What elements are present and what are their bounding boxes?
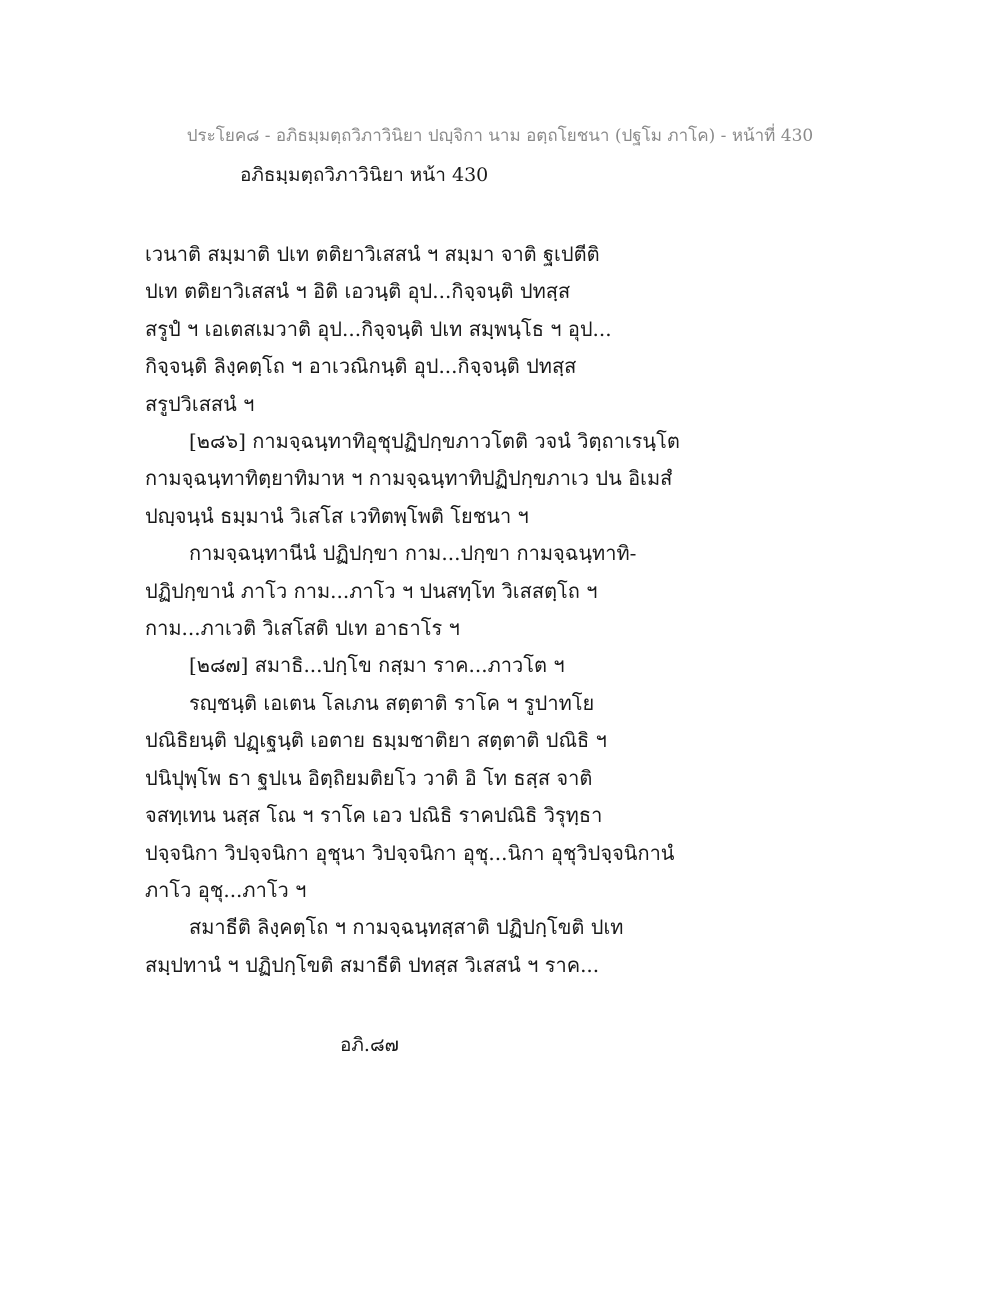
text-line: สรูปวิเสสนํ ฯ [145, 391, 255, 416]
text-line: สรูปํ ฯ เอเตสเมวาติ อุป...กิจฺจนฺติ ปเท สมฺพนฺโธ ฯ อุป... [145, 316, 612, 341]
page-footer-signature: อภิ.๘๗ [340, 1034, 399, 1056]
running-header: ประโยค๘ - อภิธมฺมตฺถวิภาวินิยา ปญฺจิกา นาม อตฺถโยชนา (ปฐโม ภาโค) - หน้าที่ 430 [186, 126, 814, 146]
text-line: กามจฺฉนฺทานีนํ ปฏิปกฺขา กาม...ปกฺขา กามจฺฉนฺทาทิ- [189, 541, 637, 566]
text-line: ปนิปุพฺโพ ธา ฐปเน อิตฺถิยมติยโว วาติ อิ โท ธสฺส จาติ [145, 765, 593, 790]
text-line: กามจฺฉนฺทาทิตฺยาทิมาห ฯ กามจฺฉนฺทาทิปฏิปกฺขภาเว ปน อิเมสํ [145, 466, 673, 491]
text-line: ภาโว อุชุ...ภาโว ฯ [145, 877, 307, 902]
body-text [145, 236, 705, 984]
text-line: สมฺปทานํ ฯ ปฏิปกฺโขติ สมาธีติ ปทสฺส วิเสสนํ ฯ ราค... [145, 952, 600, 977]
page-title: อภิธมฺมตฺถวิภาวินิยา หน้า 430 [240, 164, 489, 186]
text-line: ปเท ตติยาวิเสสนํ ฯ อิติ เอวนฺติ อุป...กิจฺจนฺติ ปทสฺส [145, 279, 571, 304]
text-line: สมาธีติ ลิงฺคตฺโถ ฯ กามจฺฉนฺทสฺสาติ ปฏิปกฺโขติ ปเท [189, 915, 624, 940]
text-line: ปฏิปกฺขานํ ภาโว กาม...ภาโว ฯ ปนสทฺโท วิเสสตฺโถ ฯ [145, 578, 598, 603]
text-line: ปจฺจนิกา วิปจฺจนิกา อุชุนา วิปจฺจนิกา อุชุ...นิกา อุชุวิปจฺจนิกานํ [145, 840, 675, 865]
text-line: [๒๘๖] กามจฺฉนฺทาทิอุชุปฏิปกฺขภาวโตติ วจนํ วิตฺถาเรนฺโต [189, 429, 680, 454]
text-line: รญฺชนฺติ เอเตน โลเภน สตฺตาติ ราโค ฯ รูปาทโย [189, 690, 595, 715]
text-line: ปญฺจนฺนํ ธมฺมานํ วิเสโส เวทิตพฺโพติ โยชนา ฯ [145, 503, 529, 528]
text-line: กิจฺจนฺติ ลิงฺคตฺโถ ฯ อาเวณิกนฺติ อุป...กิจฺจนฺติ ปทสฺส [145, 354, 577, 379]
text-line: ปณิธิยนฺติ ปฏฺเฐนฺติ เอตาย ธมฺมชาติยา สตฺตาติ ปณิธิ ฯ [145, 728, 607, 753]
text-line: [๒๘๗] สมาธิ...ปกฺโข กสฺมา ราค...ภาวโต ฯ [189, 653, 565, 678]
text-line: จสทฺเทน นสฺส โณ ฯ ราโค เอว ปณิธิ ราคปณิธิ วิรุทฺธา [145, 803, 603, 828]
text-line: เวนาติ สมฺมาติ ปเท ตติยาวิเสสนํ ฯ สมฺมา จาติ ฐเปตีติ [145, 242, 600, 266]
text-line: กาม...ภาเวติ วิเสโสติ ปเท อาธาโร ฯ [145, 616, 460, 641]
